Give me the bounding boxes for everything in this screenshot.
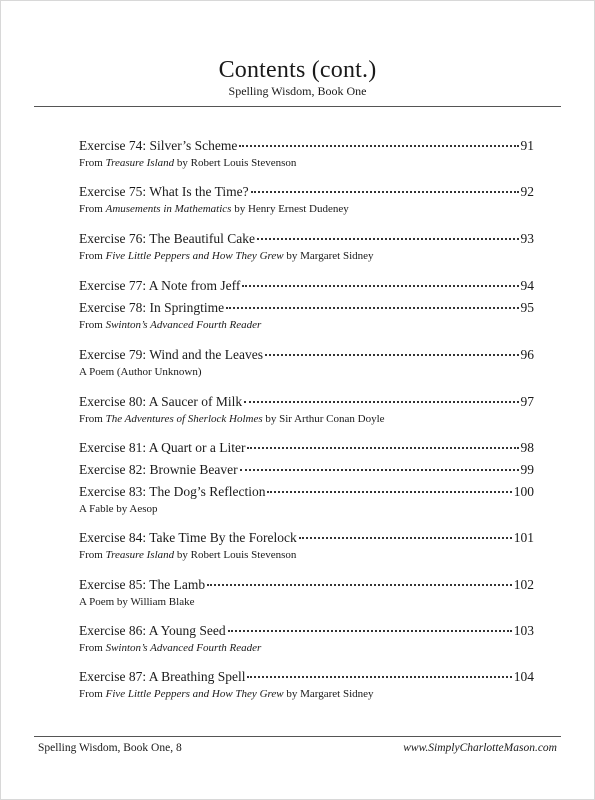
toc-entry [79, 138, 534, 170]
page-header [0, 56, 595, 98]
entry-source: From Five Little Peppers and How They Grew by Margaret Sidney [79, 688, 374, 700]
footer-divider [34, 736, 561, 737]
page-title: Contents (cont.) [218, 57, 377, 83]
entry-source: A Poem by William Blake [79, 596, 195, 608]
toc-entry [79, 530, 534, 562]
entry-title: Exercise 87: A Breathing Spell [79, 669, 246, 684]
entry-page: 104 [513, 669, 534, 684]
entry-page: 94 [520, 278, 534, 293]
entry-source: From Swinton’s Advanced Fourth Reader [79, 319, 262, 331]
entry-page: 99 [520, 462, 534, 477]
entry-title: Exercise 82: Brownie Beaver [79, 462, 238, 477]
entry-title: Exercise 79: Wind and the Leaves [79, 347, 264, 362]
toc-entry [79, 484, 534, 516]
entry-page: 102 [513, 577, 534, 592]
entry-title: Exercise 76: The Beautiful Cake [79, 231, 255, 246]
toc-entry [79, 347, 534, 379]
entry-title: Exercise 78: In Springtime [79, 300, 225, 315]
entry-title: Exercise 86: A Young Seed [79, 623, 226, 638]
entry-source: From Amusements in Mathematics by Henry Ernest Dudeney [79, 203, 349, 215]
footer-website: www.SimplyCharlotteMason.com [403, 742, 557, 754]
entry-title: Exercise 77: A Note from Jeff [79, 278, 241, 293]
entry-source: From Swinton’s Advanced Fourth Reader [79, 642, 262, 654]
entry-page: 92 [520, 184, 534, 199]
entry-page: 101 [513, 530, 534, 545]
entry-title: Exercise 84: Take Time By the Forelock [79, 530, 297, 545]
entry-page: 93 [520, 231, 534, 246]
entry-page: 103 [513, 623, 534, 638]
entry-title: Exercise 75: What Is the Time? [79, 184, 249, 199]
entry-source: From Treasure Island by Robert Louis Stevenson [79, 157, 297, 169]
entry-page: 97 [520, 394, 534, 409]
toc-entry [79, 623, 534, 655]
toc-entry [79, 440, 534, 456]
entry-source: From Treasure Island by Robert Louis Stevenson [79, 549, 297, 561]
entry-source: A Poem (Author Unknown) [79, 366, 202, 378]
entry-page: 100 [513, 484, 534, 499]
entry-page: 91 [520, 138, 534, 153]
page-subtitle: Spelling Wisdom, Book One [228, 84, 367, 98]
toc-entry [79, 577, 534, 609]
entry-title: Exercise 85: The Lamb [79, 577, 206, 592]
entry-title: Exercise 81: A Quart or a Liter [79, 440, 246, 455]
entry-source: From Five Little Peppers and How They Grew by Margaret Sidney [79, 250, 374, 262]
toc-entry [79, 394, 534, 426]
toc-entry [79, 669, 534, 701]
page-footer [38, 742, 557, 754]
toc-entry [79, 278, 534, 294]
entry-page: 98 [520, 440, 534, 455]
entry-title: Exercise 80: A Saucer of Milk [79, 394, 243, 409]
entry-source: From The Adventures of Sherlock Holmes by Sir Arthur Conan Doyle [79, 413, 385, 425]
entry-source: A Fable by Aesop [79, 503, 158, 515]
entry-page: 96 [520, 347, 534, 362]
toc-entry [79, 462, 534, 478]
entry-title: Exercise 83: The Dog’s Reflection [79, 484, 266, 499]
toc-entry [79, 300, 534, 332]
toc-entry [79, 231, 534, 263]
header-divider [34, 106, 561, 107]
toc-entry [79, 184, 534, 216]
footer-page-label: Spelling Wisdom, Book One, 8 [38, 742, 182, 754]
entry-title: Exercise 74: Silver’s Scheme [79, 138, 238, 153]
entry-page: 95 [520, 300, 534, 315]
